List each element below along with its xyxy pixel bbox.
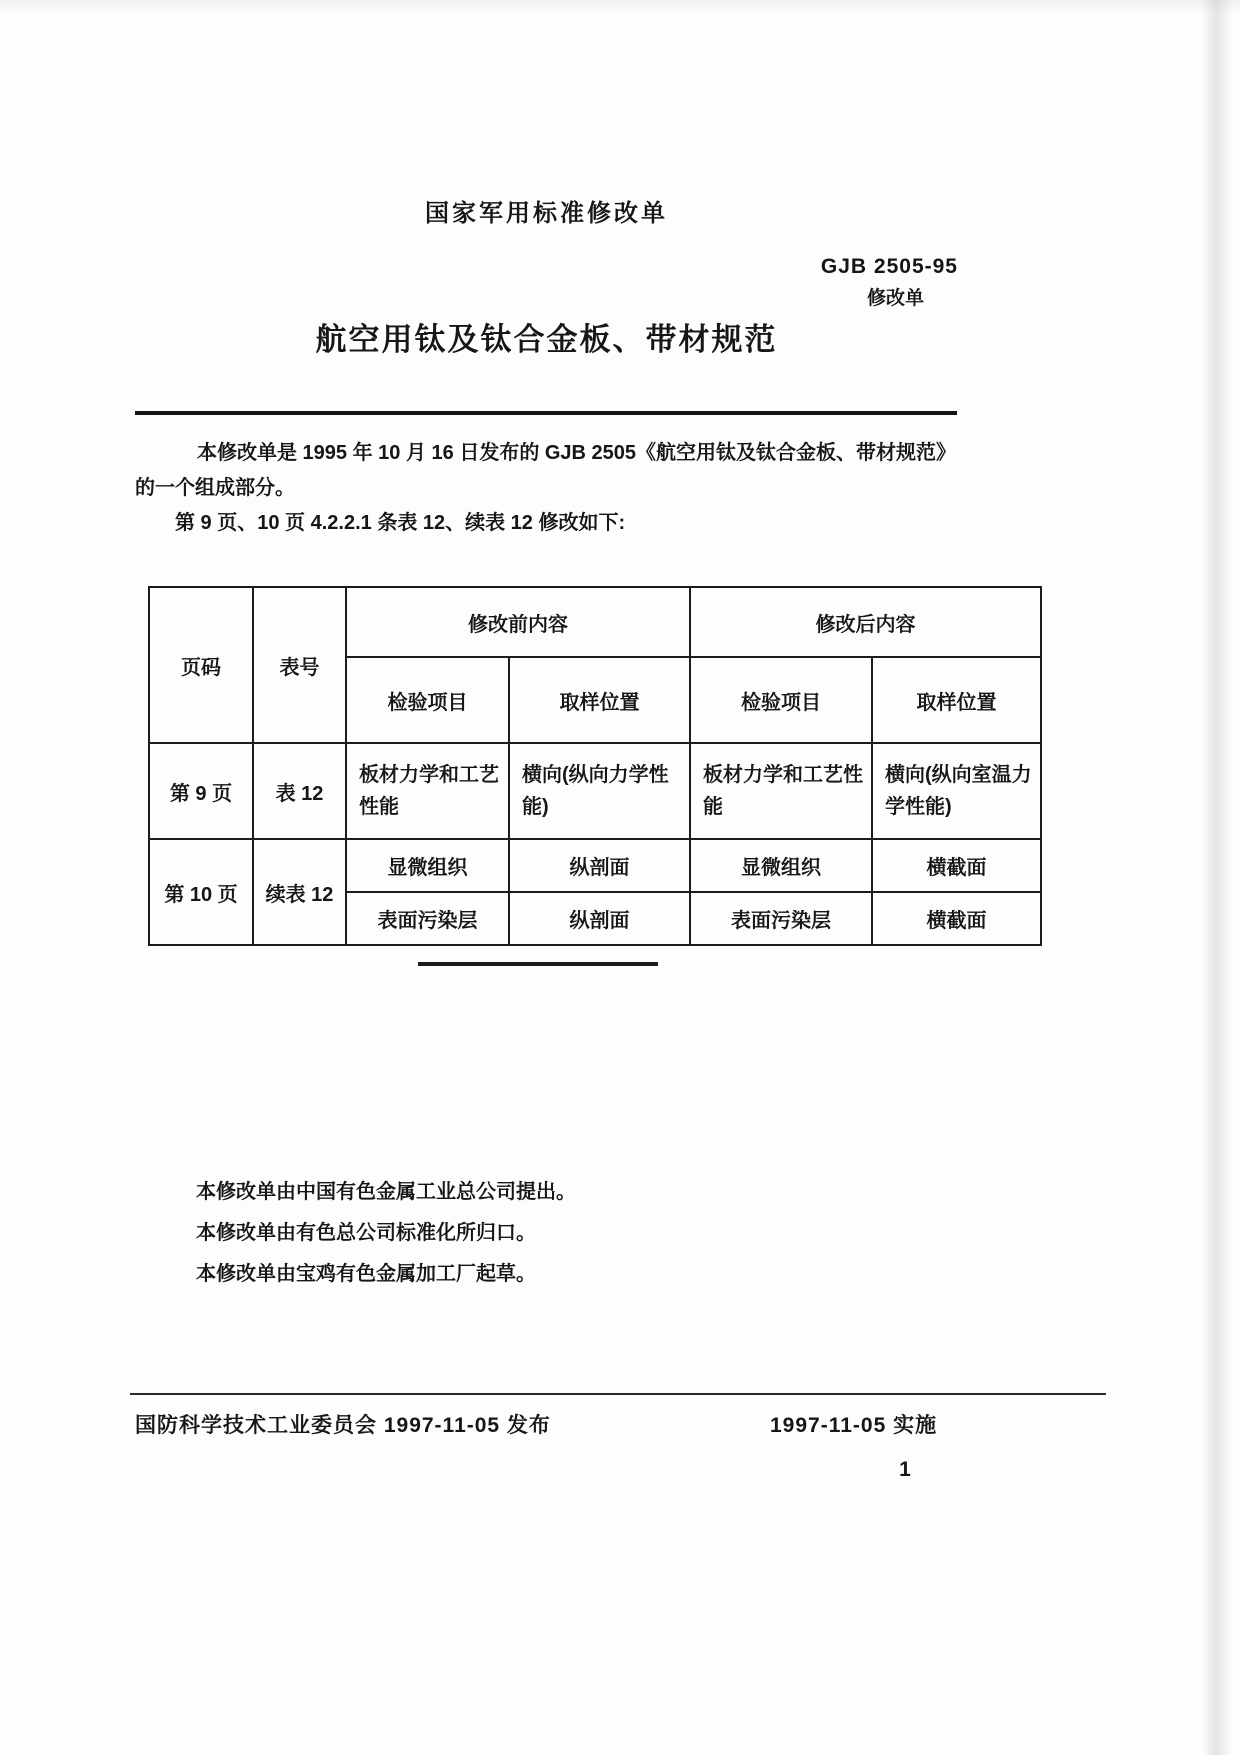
cell-before-item: 表面污染层 — [346, 892, 509, 945]
footer-release-text: 国防科学技术工业委员会 1997-11-05 发布 — [135, 1414, 551, 1437]
scan-artifact-top — [0, 0, 1240, 14]
cell-before-item: 板材力学和工艺性能 — [346, 743, 509, 839]
cell-page: 第 9 页 — [149, 743, 253, 839]
table-row — [149, 839, 1041, 892]
cell-after-position: 横截面 — [872, 892, 1041, 945]
modification-table — [148, 586, 1042, 946]
cell-after-item: 显微组织 — [690, 839, 872, 892]
header-after-item: 检验项目 — [690, 657, 872, 743]
scan-artifact-right — [1202, 0, 1232, 1755]
intro-paragraph — [135, 436, 975, 541]
cell-before-item: 显微组织 — [346, 839, 509, 892]
intro-line-1: 本修改单是 1995 年 10 月 16 日发布的 GJB 2505《航空用钛及钛合金板、带材规范》 — [197, 442, 957, 464]
footer-implement-text: 1997-11-05 实施 — [770, 1414, 938, 1437]
table-header-row-groups — [149, 587, 1041, 657]
cell-after-item: 表面污染层 — [690, 892, 872, 945]
cell-page: 第 10 页 — [149, 839, 253, 945]
header-after-position: 取样位置 — [872, 657, 1041, 743]
statement-managed-by: 本修改单由有色总公司标准化所归口。 — [196, 1222, 536, 1244]
statement-drafted-by: 本修改单由宝鸡有色金属加工厂起草。 — [196, 1263, 536, 1285]
header-page-col: 页码 — [149, 587, 253, 743]
header-group-before: 修改前内容 — [346, 587, 690, 657]
intro-line-2: 的一个组成部分。 — [135, 477, 295, 499]
footer-divider-rule — [130, 1393, 1106, 1395]
cell-after-item: 板材力学和工艺性能 — [690, 743, 872, 839]
cell-after-position: 横向(纵向室温力学性能) — [872, 743, 1041, 839]
doc-category-title: 国家军用标准修改单 — [425, 200, 668, 227]
table-row — [149, 743, 1041, 839]
standard-code-block — [135, 255, 958, 310]
statement-proposed-by: 本修改单由中国有色金属工业总公司提出。 — [196, 1181, 576, 1203]
title-divider-rule — [135, 411, 957, 415]
responsibility-statements — [196, 1172, 896, 1295]
page-number: 1 — [899, 1458, 911, 1481]
header-table-no-col: 表号 — [253, 587, 346, 743]
header-before-position: 取样位置 — [509, 657, 690, 743]
header-before-item: 检验项目 — [346, 657, 509, 743]
cell-before-position: 纵剖面 — [509, 839, 690, 892]
cell-table-no: 表 12 — [253, 743, 346, 839]
cell-after-position: 横截面 — [872, 839, 1041, 892]
cell-table-no: 续表 12 — [253, 839, 346, 945]
sheet-label: 修改单 — [866, 288, 924, 309]
standard-code: GJB 2505-95 — [820, 255, 958, 278]
intro-line-3: 第 9 页、10 页 4.2.2.1 条表 12、续表 12 修改如下: — [175, 512, 626, 534]
cell-before-position: 纵剖面 — [509, 892, 690, 945]
header-group-after: 修改后内容 — [690, 587, 1041, 657]
section-divider-rule — [418, 962, 658, 966]
cell-before-position: 横向(纵向力学性能) — [509, 743, 690, 839]
page-title: 航空用钛及钛合金板、带材规范 — [315, 322, 778, 357]
